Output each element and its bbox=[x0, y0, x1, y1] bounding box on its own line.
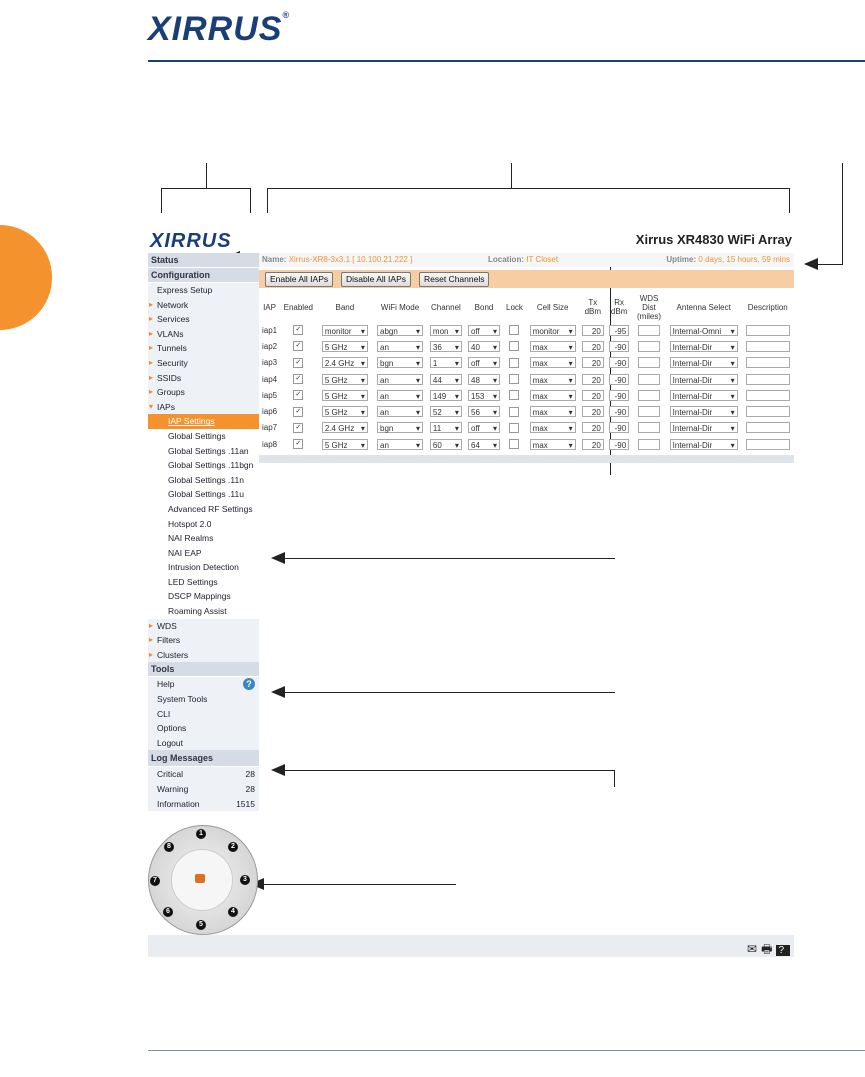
antenna-select[interactable]: Internal-Dir ▾ bbox=[670, 406, 738, 417]
iap-name: iap3 bbox=[262, 358, 278, 368]
wds-dist-input[interactable] bbox=[638, 390, 660, 401]
channel-select[interactable]: 1 ▾ bbox=[430, 357, 462, 368]
bond-select[interactable]: 153 ▾ bbox=[468, 390, 500, 401]
sidebar-log-messages[interactable]: Log Messages bbox=[148, 750, 259, 767]
radio-number-badge: 4 bbox=[228, 907, 238, 917]
antenna-select[interactable]: Internal-Dir ▾ bbox=[670, 390, 738, 401]
radio-number-badge: 7 bbox=[150, 876, 160, 886]
iap-name: iap8 bbox=[262, 439, 278, 449]
channel-select[interactable]: 36 ▾ bbox=[430, 341, 462, 352]
header-rule bbox=[148, 60, 865, 62]
iap-name: iap5 bbox=[262, 390, 278, 400]
tx-dbm-input[interactable]: 20 bbox=[582, 390, 604, 401]
chapter-tab bbox=[0, 225, 52, 330]
table-row bbox=[259, 387, 794, 403]
channel-select[interactable]: 52 ▾ bbox=[430, 406, 462, 417]
rx-dbm-input[interactable]: -90 bbox=[609, 439, 629, 450]
button-bar bbox=[259, 270, 794, 288]
rx-dbm-input[interactable]: -90 bbox=[609, 390, 629, 401]
wifi-mode-select[interactable]: abgn ▾ bbox=[377, 325, 423, 336]
help-icon[interactable]: ? bbox=[243, 678, 255, 690]
lock-checkbox[interactable] bbox=[509, 423, 519, 433]
enabled-checkbox[interactable]: ✓ bbox=[293, 358, 303, 368]
sidebar-item-advanced-rf[interactable]: Advanced RF Settings bbox=[148, 502, 259, 517]
table-row bbox=[259, 322, 794, 338]
antenna-select[interactable]: Internal-Dir ▾ bbox=[670, 422, 738, 433]
tx-dbm-input[interactable]: 20 bbox=[582, 325, 604, 336]
cell-size-select[interactable]: monitor ▾ bbox=[530, 325, 576, 336]
description-input[interactable] bbox=[746, 390, 790, 401]
band-select[interactable]: 5 GHz ▾ bbox=[322, 439, 368, 450]
enable-all-button[interactable]: Enable All IAPs bbox=[265, 272, 333, 287]
lock-checkbox[interactable] bbox=[509, 439, 519, 449]
sidebar-item-filters[interactable]: ▸ Filters bbox=[148, 633, 259, 648]
column-header: Cell Size bbox=[536, 302, 569, 312]
rx-dbm-input[interactable]: -90 bbox=[609, 422, 629, 433]
lock-checkbox[interactable] bbox=[509, 358, 519, 368]
band-select[interactable]: 2.4 GHz ▾ bbox=[322, 422, 368, 433]
print-icon[interactable]: 🖶 bbox=[761, 942, 777, 956]
description-input[interactable] bbox=[746, 341, 790, 352]
tx-dbm-input[interactable]: 20 bbox=[582, 341, 604, 352]
sidebar-item-global-11an[interactable]: Global Settings .11an bbox=[148, 444, 259, 459]
antenna-select[interactable]: Internal-Dir ▾ bbox=[670, 374, 738, 385]
sidebar-status[interactable]: Status bbox=[148, 253, 259, 268]
tx-dbm-input[interactable]: 20 bbox=[582, 406, 604, 417]
bond-select[interactable]: off ▾ bbox=[468, 325, 500, 336]
sidebar-item-global-11bgn[interactable]: Global Settings .11bgn bbox=[148, 458, 259, 473]
wifi-mode-select[interactable]: an ▾ bbox=[377, 341, 423, 352]
sidebar-item-ssids[interactable]: ▸ SSIDs bbox=[148, 371, 259, 386]
rx-dbm-input[interactable]: -90 bbox=[609, 341, 629, 352]
channel-select[interactable]: 149 ▾ bbox=[430, 390, 462, 401]
bond-select[interactable]: 48 ▾ bbox=[468, 374, 500, 385]
column-header: Description bbox=[747, 302, 788, 312]
sidebar-item-dscp-mappings[interactable]: DSCP Mappings bbox=[148, 589, 259, 604]
band-select[interactable]: monitor ▾ bbox=[322, 325, 368, 336]
table-row bbox=[259, 371, 794, 387]
lock-checkbox[interactable] bbox=[509, 325, 519, 335]
channel-select[interactable]: 11 ▾ bbox=[430, 422, 462, 433]
wds-dist-input[interactable] bbox=[638, 357, 660, 368]
wifi-mode-select[interactable]: an ▾ bbox=[377, 439, 423, 450]
wds-dist-input[interactable] bbox=[638, 422, 660, 433]
cell-size-select[interactable]: max ▾ bbox=[530, 406, 576, 417]
sidebar-item-global-11n[interactable]: Global Settings .11n bbox=[148, 473, 259, 488]
channel-select[interactable]: mon ▾ bbox=[430, 325, 462, 336]
sidebar-item-cli[interactable]: CLI bbox=[148, 707, 259, 722]
wds-dist-input[interactable] bbox=[638, 341, 660, 352]
column-header: Bond bbox=[474, 302, 494, 312]
tx-dbm-input[interactable]: 20 bbox=[582, 422, 604, 433]
band-select[interactable]: 2.4 GHz ▾ bbox=[322, 357, 368, 368]
antenna-select[interactable]: Internal-Dir ▾ bbox=[670, 357, 738, 368]
cell-size-select[interactable]: max ▾ bbox=[530, 390, 576, 401]
page-logo: XIRRUS® bbox=[148, 10, 291, 48]
sidebar-item-logout[interactable]: Logout bbox=[148, 736, 259, 751]
bond-select[interactable]: 40 ▾ bbox=[468, 341, 500, 352]
reset-channels-button[interactable]: Reset Channels bbox=[419, 272, 489, 287]
wifi-mode-select[interactable]: an ▾ bbox=[377, 406, 423, 417]
sidebar-item-vlans[interactable]: ▸ VLANs bbox=[148, 327, 259, 342]
band-select[interactable]: 5 GHz ▾ bbox=[322, 341, 368, 352]
sidebar-item-nai-eap[interactable]: NAI EAP bbox=[148, 546, 259, 561]
sidebar-item-security[interactable]: ▸ Security bbox=[148, 356, 259, 371]
cell-size-select[interactable]: max ▾ bbox=[530, 357, 576, 368]
radio-number-badge: 6 bbox=[163, 907, 173, 917]
band-select[interactable]: 5 GHz ▾ bbox=[322, 406, 368, 417]
array-radio-core bbox=[195, 874, 205, 883]
rx-dbm-input[interactable]: -90 bbox=[609, 406, 629, 417]
sidebar-item-groups[interactable]: ▸ Groups bbox=[148, 385, 259, 400]
channel-select[interactable]: 60 ▾ bbox=[430, 439, 462, 450]
column-header: WDS Dist (miles) bbox=[637, 293, 662, 321]
cell-size-select[interactable]: max ▾ bbox=[530, 341, 576, 352]
sidebar-item-iaps[interactable]: ▾ IAPs bbox=[148, 400, 259, 415]
sidebar-item-hotspot[interactable]: Hotspot 2.0 bbox=[148, 517, 259, 532]
tx-dbm-input[interactable]: 20 bbox=[582, 439, 604, 450]
wifi-mode-select[interactable]: an ▾ bbox=[377, 390, 423, 401]
column-header: Channel bbox=[431, 302, 461, 312]
table-row bbox=[259, 403, 794, 419]
iap-name: iap4 bbox=[262, 374, 278, 384]
iap-name: iap6 bbox=[262, 407, 278, 417]
sidebar-item-tunnels[interactable]: ▸ Tunnels bbox=[148, 341, 259, 356]
radio-number-badge: 3 bbox=[240, 875, 250, 885]
wifi-mode-select[interactable]: bgn ▾ bbox=[377, 422, 423, 433]
sidebar-item-wds[interactable]: ▸ WDS bbox=[148, 619, 259, 634]
sidebar-item-express-setup[interactable]: Express Setup bbox=[148, 283, 259, 298]
log-warning[interactable]: Warning 28 bbox=[148, 782, 259, 797]
cell-size-select[interactable]: max ▾ bbox=[530, 439, 576, 450]
enabled-checkbox[interactable]: ✓ bbox=[293, 325, 303, 335]
enabled-checkbox[interactable]: ✓ bbox=[293, 407, 303, 417]
rx-dbm-input[interactable]: -90 bbox=[609, 374, 629, 385]
sidebar-item-options[interactable]: Options bbox=[148, 721, 259, 736]
sidebar bbox=[148, 253, 259, 811]
rx-dbm-input[interactable]: -90 bbox=[609, 357, 629, 368]
table-footer bbox=[259, 455, 794, 463]
help-box-icon[interactable]: ? bbox=[778, 945, 788, 956]
band-select[interactable]: 5 GHz ▾ bbox=[322, 390, 368, 401]
wds-dist-input[interactable] bbox=[638, 439, 660, 450]
radio-number-badge: 5 bbox=[196, 920, 206, 930]
iap-table bbox=[259, 292, 794, 452]
wifi-mode-select[interactable]: an ▾ bbox=[377, 374, 423, 385]
iap-name: iap2 bbox=[262, 341, 278, 351]
antenna-select[interactable]: Internal-Dir ▾ bbox=[670, 341, 738, 352]
column-header: Rx dBm bbox=[610, 298, 628, 316]
lock-checkbox[interactable] bbox=[509, 407, 519, 417]
antenna-select[interactable]: Internal-Omni ▾ bbox=[670, 325, 738, 336]
column-header: Antenna Select bbox=[676, 302, 731, 312]
enabled-checkbox[interactable]: ✓ bbox=[293, 439, 303, 449]
sidebar-item-roaming-assist[interactable]: Roaming Assist bbox=[148, 604, 259, 619]
radio-number-badge: 8 bbox=[164, 842, 174, 852]
column-header: Band bbox=[335, 302, 355, 312]
wifi-mode-select[interactable]: bgn ▾ bbox=[377, 357, 423, 368]
radio-number-badge: 2 bbox=[228, 842, 238, 852]
column-header: Tx dBm bbox=[584, 298, 602, 316]
table-row bbox=[259, 420, 794, 436]
enabled-checkbox[interactable]: ✓ bbox=[293, 423, 303, 433]
enabled-checkbox[interactable]: ✓ bbox=[293, 374, 303, 384]
lock-checkbox[interactable] bbox=[509, 374, 519, 384]
table-row bbox=[259, 355, 794, 371]
lock-checkbox[interactable] bbox=[509, 341, 519, 351]
screen-title: Xirrus XR4830 WiFi Array bbox=[635, 232, 792, 247]
description-input[interactable] bbox=[746, 422, 790, 433]
info-bar: Name: Xirrus-XR8-3x3.1 [ 10.100.21.222 ] Location: IT Closet Uptime: 0 days, 15 hours, 59 mins bbox=[259, 253, 794, 267]
wds-dist-input[interactable] bbox=[638, 406, 660, 417]
sidebar-item-help[interactable]: Help ? bbox=[148, 677, 259, 692]
radio-number-badge: 1 bbox=[196, 829, 206, 839]
description-input[interactable] bbox=[746, 325, 790, 336]
sidebar-item-services[interactable]: ▸ Services bbox=[148, 312, 259, 327]
footer-rule bbox=[148, 1050, 865, 1051]
table-row bbox=[259, 338, 794, 354]
sidebar-item-iap-settings[interactable]: IAP Settings bbox=[148, 414, 259, 429]
sidebar-item-global-11u[interactable]: Global Settings .11u bbox=[148, 487, 259, 502]
description-input[interactable] bbox=[746, 406, 790, 417]
cell-size-select[interactable]: max ▾ bbox=[530, 374, 576, 385]
lock-checkbox[interactable] bbox=[509, 390, 519, 400]
bond-select[interactable]: 56 ▾ bbox=[468, 406, 500, 417]
column-header: Lock bbox=[506, 302, 523, 312]
column-header: WiFi Mode bbox=[380, 302, 420, 312]
band-select[interactable]: 5 GHz ▾ bbox=[322, 374, 368, 385]
sidebar-item-clusters[interactable]: ▸ Clusters bbox=[148, 648, 259, 663]
bond-select[interactable]: off ▾ bbox=[468, 357, 500, 368]
sidebar-tools[interactable]: Tools bbox=[148, 662, 259, 677]
description-input[interactable] bbox=[746, 357, 790, 368]
description-input[interactable] bbox=[746, 374, 790, 385]
column-header: Enabled bbox=[283, 302, 313, 312]
iap-name: iap7 bbox=[262, 423, 278, 433]
sidebar-item-intrusion-detection[interactable]: Intrusion Detection bbox=[148, 560, 259, 575]
tx-dbm-input[interactable]: 20 bbox=[582, 374, 604, 385]
sidebar-item-network[interactable]: ▸ Network bbox=[148, 298, 259, 313]
table-row bbox=[259, 436, 794, 452]
wds-dist-input[interactable] bbox=[638, 325, 660, 336]
enabled-checkbox[interactable]: ✓ bbox=[293, 341, 303, 351]
mail-icon[interactable]: ✉ bbox=[747, 942, 762, 956]
description-input[interactable] bbox=[746, 439, 790, 450]
bond-select[interactable]: 64 ▾ bbox=[468, 439, 500, 450]
rx-dbm-input[interactable]: -95 bbox=[609, 325, 629, 336]
sidebar-item-system-tools[interactable]: System Tools bbox=[148, 692, 259, 707]
tx-dbm-input[interactable]: 20 bbox=[582, 357, 604, 368]
sidebar-configuration[interactable]: Configuration bbox=[148, 268, 259, 283]
disable-all-button[interactable]: Disable All IAPs bbox=[341, 272, 411, 287]
sidebar-item-led-settings[interactable]: LED Settings bbox=[148, 575, 259, 590]
enabled-checkbox[interactable]: ✓ bbox=[293, 390, 303, 400]
column-header: IAP bbox=[263, 302, 276, 312]
wds-dist-input[interactable] bbox=[638, 374, 660, 385]
sidebar-item-global-settings[interactable]: Global Settings bbox=[148, 429, 259, 444]
cell-size-select[interactable]: max ▾ bbox=[530, 422, 576, 433]
screen-logo: XIRRUS bbox=[150, 230, 232, 252]
iap-name: iap1 bbox=[262, 325, 278, 335]
log-critical[interactable]: Critical 28 bbox=[148, 767, 259, 782]
sidebar-item-nai-realms[interactable]: NAI Realms bbox=[148, 531, 259, 546]
antenna-select[interactable]: Internal-Dir ▾ bbox=[670, 439, 738, 450]
channel-select[interactable]: 44 ▾ bbox=[430, 374, 462, 385]
log-information[interactable]: Information 1515 bbox=[148, 797, 259, 812]
bond-select[interactable]: off ▾ bbox=[468, 422, 500, 433]
status-bar bbox=[148, 935, 794, 957]
table-header-row bbox=[259, 292, 794, 322]
